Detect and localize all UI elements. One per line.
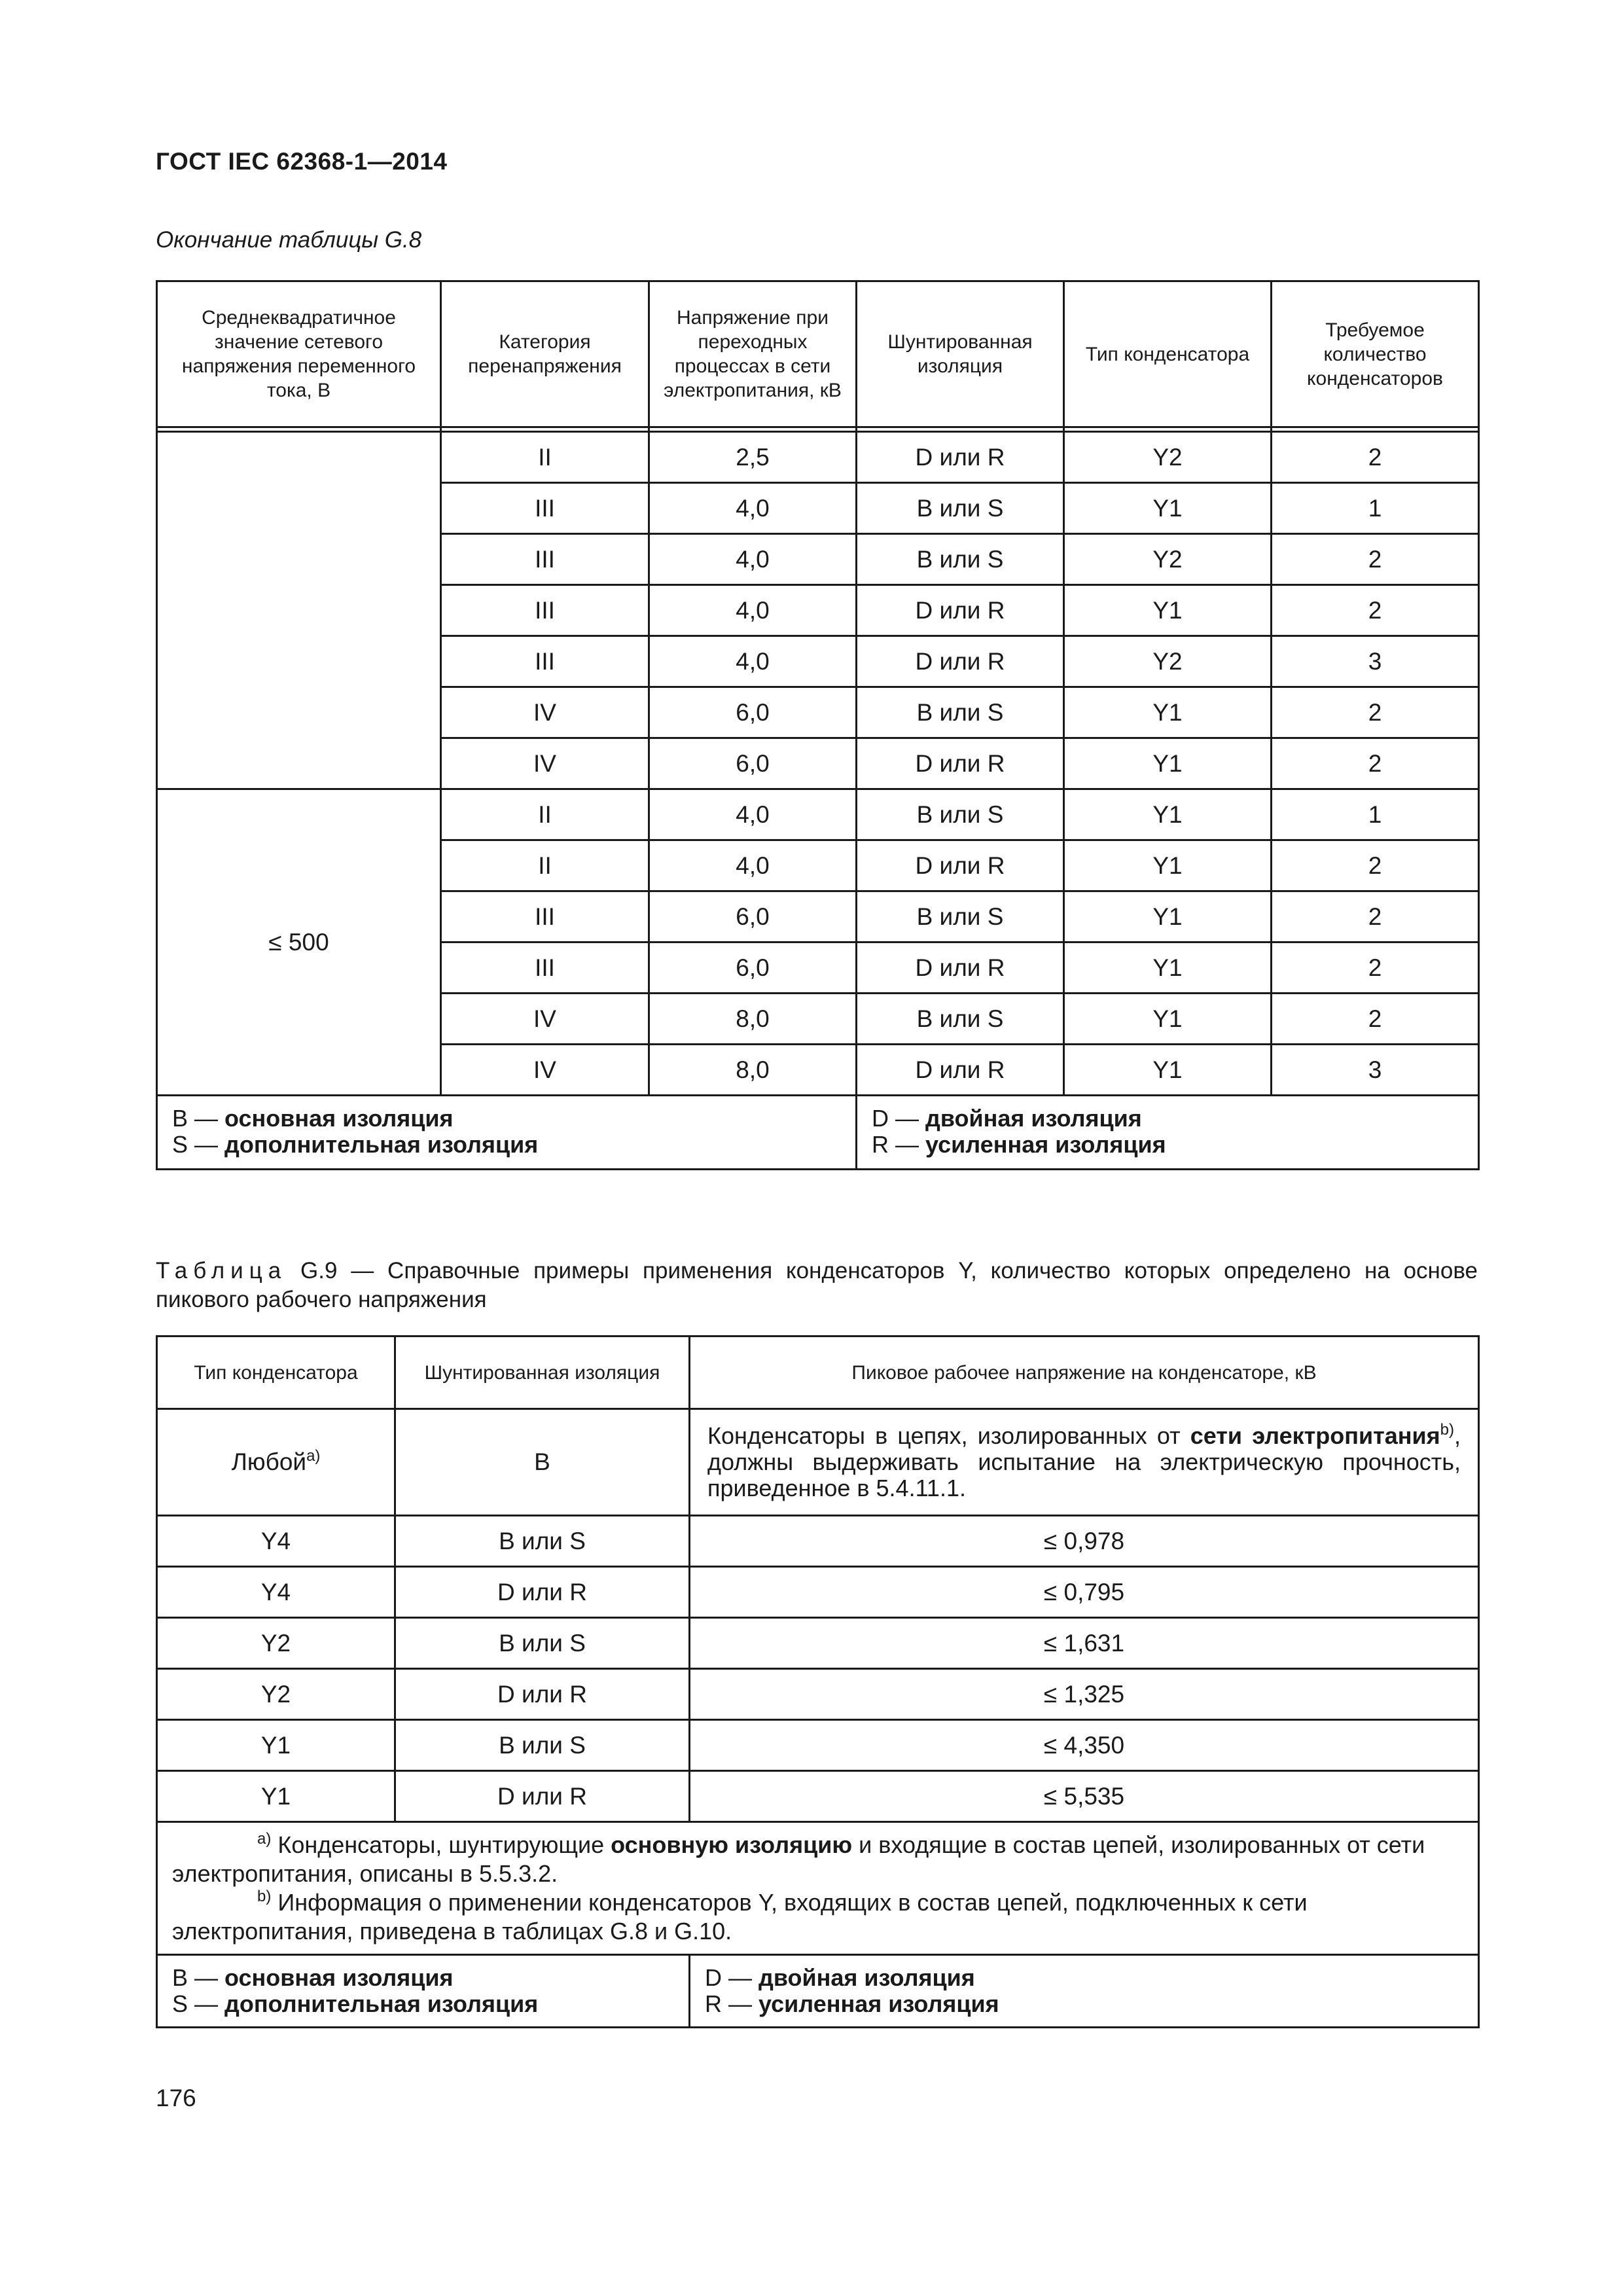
cell-bridged-insulation: B или S	[857, 789, 1064, 840]
cell-transient-voltage: 4,0	[649, 840, 857, 891]
cell-capacitor-type: Y1	[1064, 994, 1272, 1045]
header-bridged-insulation: Шунтированная изоляция	[857, 281, 1064, 427]
cell-capacitor-type: Y1	[157, 1720, 395, 1771]
cell-transient-voltage: 2,5	[649, 432, 857, 483]
cell-overvoltage-category: III	[441, 891, 649, 942]
cell-peak-voltage: ≤ 0,978	[690, 1516, 1479, 1567]
table-row	[157, 789, 1479, 840]
cell-overvoltage-category: II	[441, 840, 649, 891]
legend-left: B — основная изоляция S — дополнительная изоляция	[157, 1955, 690, 2028]
cell-bridged-insulation: B или S	[857, 994, 1064, 1045]
cell-transient-voltage: 4,0	[649, 789, 857, 840]
table-g9-header-row	[157, 1336, 1479, 1409]
cell-overvoltage-category: III	[441, 483, 649, 534]
cell-mains-voltage	[157, 432, 441, 789]
cell-transient-voltage: 4,0	[649, 585, 857, 636]
table-row	[157, 1618, 1479, 1669]
cell-capacitor-type: Y2	[157, 1669, 395, 1720]
header-peak-working-voltage: Пиковое рабочее напряжение на конденсаторе, кВ	[690, 1336, 1479, 1409]
table-g9	[156, 1335, 1480, 2028]
cell-bridged-insulation: B или S	[395, 1618, 690, 1669]
cell-capacitor-count: 3	[1272, 1045, 1479, 1096]
note-b: $^{b)}$ Информация о применении конденсаторов Y, входящих в состав цепей, подключенных к сети электропитания, приведена в таблицах G.8 и G.10.	[172, 1888, 1308, 1945]
legend-right: D — двойная изоляция R — усиленная изоляция	[857, 1096, 1479, 1170]
table-row	[157, 1669, 1479, 1720]
table-g8	[156, 280, 1480, 1170]
legend-right: D — двойная изоляция R — усиленная изоляция	[690, 1955, 1479, 2028]
cell-overvoltage-category: III	[441, 942, 649, 994]
table-row	[157, 1771, 1479, 1822]
cell-capacitor-count: 2	[1272, 738, 1479, 789]
cell-transient-voltage: 4,0	[649, 534, 857, 585]
cell-overvoltage-category: IV	[441, 994, 649, 1045]
cell-transient-voltage: 6,0	[649, 942, 857, 994]
document-standard-title: ГОСТ IEC 62368-1—2014	[156, 148, 448, 175]
cell-capacitor-type: Любой$^{a)}$	[157, 1409, 395, 1516]
cell-bridged-insulation: B или S	[395, 1720, 690, 1771]
table-g9-legend-row	[157, 1955, 1479, 2028]
header-transient-voltage: Напряжение при переходных процессах в сети электропитания, кВ	[649, 281, 857, 427]
table-notes	[157, 1822, 1479, 1955]
cell-bridged-insulation: D или R	[857, 432, 1064, 483]
table-g8-legend-row	[157, 1096, 1479, 1170]
header-capacitor-type: Тип конденсатора	[1064, 281, 1272, 427]
cell-bridged-insulation: B или S	[857, 534, 1064, 585]
cell-transient-voltage: 8,0	[649, 994, 857, 1045]
header-capacitor-type: Тип конденсатора	[157, 1336, 395, 1409]
cell-capacitor-type: Y2	[157, 1618, 395, 1669]
cell-overvoltage-category: IV	[441, 1045, 649, 1096]
table-row	[157, 432, 1479, 483]
page-number: 176	[156, 2085, 196, 2111]
cell-capacitor-type: Y2	[1064, 636, 1272, 687]
cell-capacitor-count: 2	[1272, 891, 1479, 942]
cell-overvoltage-category: III	[441, 636, 649, 687]
cell-peak-voltage: ≤ 1,325	[690, 1669, 1479, 1720]
cell-bridged-insulation: B или S	[395, 1516, 690, 1567]
cell-bridged-insulation: B или S	[857, 483, 1064, 534]
cell-overvoltage-category: III	[441, 585, 649, 636]
cell-peak-voltage-text: Конденсаторы в цепях, изолированных от сети электропитания$^{b)}$, должны выдерживать испытание на электрическую прочность, приведенное в 5.4.11.1.	[690, 1409, 1479, 1516]
legend-left: B — основная изоляция S — дополнительная изоляция	[157, 1096, 857, 1170]
cell-capacitor-count: 2	[1272, 840, 1479, 891]
header-capacitor-count: Требуемое количество конденсаторов	[1272, 281, 1479, 427]
cell-peak-voltage: ≤ 1,631	[690, 1618, 1479, 1669]
cell-transient-voltage: 4,0	[649, 636, 857, 687]
cell-capacitor-count: 1	[1272, 483, 1479, 534]
cell-mains-voltage: ≤ 500	[157, 789, 441, 1096]
cell-overvoltage-category: IV	[441, 687, 649, 738]
cell-capacitor-type: Y2	[1064, 534, 1272, 585]
cell-capacitor-type: Y4	[157, 1567, 395, 1618]
cell-bridged-insulation: D или R	[857, 1045, 1064, 1096]
header-separator	[157, 427, 1479, 432]
cell-capacitor-count: 2	[1272, 585, 1479, 636]
table-g8-caption: Окончание таблицы G.8	[156, 227, 422, 253]
cell-capacitor-type: Y4	[157, 1516, 395, 1567]
table-g9-notes-row	[157, 1822, 1479, 1955]
cell-capacitor-type: Y2	[1064, 432, 1272, 483]
cell-transient-voltage: 6,0	[649, 687, 857, 738]
cell-capacitor-type: Y1	[1064, 1045, 1272, 1096]
cell-transient-voltage: 8,0	[649, 1045, 857, 1096]
cell-transient-voltage: 4,0	[649, 483, 857, 534]
cell-transient-voltage: 6,0	[649, 891, 857, 942]
cell-capacitor-count: 2	[1272, 432, 1479, 483]
cell-capacitor-count: 2	[1272, 942, 1479, 994]
cell-peak-voltage: ≤ 0,795	[690, 1567, 1479, 1618]
table-g9-caption: Таблица G.9 — Справочные примеры применения конденсаторов Y, количество которых определено на основе пикового рабочего напряжения	[156, 1258, 1478, 1312]
cell-bridged-insulation: D или R	[395, 1771, 690, 1822]
table-row	[157, 1720, 1479, 1771]
table-g8-body	[157, 432, 1479, 1096]
cell-capacitor-count: 3	[1272, 636, 1479, 687]
cell-capacitor-type: Y1	[1064, 738, 1272, 789]
cell-bridged-insulation: D или R	[857, 942, 1064, 994]
header-overvoltage-category: Категория перенапряжения	[441, 281, 649, 427]
cell-bridged-insulation: D или R	[857, 738, 1064, 789]
cell-capacitor-type: Y1	[157, 1771, 395, 1822]
cell-peak-voltage: ≤ 5,535	[690, 1771, 1479, 1822]
cell-overvoltage-category: II	[441, 789, 649, 840]
cell-bridged-insulation: D или R	[857, 840, 1064, 891]
cell-bridged-insulation: B	[395, 1409, 690, 1516]
cell-capacitor-type: Y1	[1064, 942, 1272, 994]
cell-bridged-insulation: D или R	[395, 1567, 690, 1618]
cell-capacitor-type: Y1	[1064, 483, 1272, 534]
cell-bridged-insulation: D или R	[857, 636, 1064, 687]
cell-capacitor-count: 2	[1272, 534, 1479, 585]
cell-capacitor-count: 2	[1272, 687, 1479, 738]
cell-bridged-insulation: B или S	[857, 687, 1064, 738]
cell-capacitor-type: Y1	[1064, 789, 1272, 840]
header-mains-voltage: Среднеквадратичное значение сетевого напряжения переменного тока, В	[157, 281, 441, 427]
table-g8-header-row	[157, 281, 1479, 427]
cell-overvoltage-category: II	[441, 432, 649, 483]
table-row	[157, 1516, 1479, 1567]
cell-peak-voltage: ≤ 4,350	[690, 1720, 1479, 1771]
cell-capacitor-type: Y1	[1064, 840, 1272, 891]
note-a: $^{a)}$ Конденсаторы, шунтирующие основную изоляцию и входящие в состав цепей, изолированных от сети электропитания, описаны в 5.5.3.2.	[172, 1830, 1425, 1887]
cell-capacitor-type: Y1	[1064, 891, 1272, 942]
table-g9-body	[157, 1516, 1479, 1822]
cell-bridged-insulation: D или R	[395, 1669, 690, 1720]
cell-overvoltage-category: IV	[441, 738, 649, 789]
table-row	[157, 1409, 1479, 1516]
cell-transient-voltage: 6,0	[649, 738, 857, 789]
cell-capacitor-count: 1	[1272, 789, 1479, 840]
cell-capacitor-type: Y1	[1064, 585, 1272, 636]
table-row	[157, 1567, 1479, 1618]
header-bridged-insulation: Шунтированная изоляция	[395, 1336, 690, 1409]
cell-overvoltage-category: III	[441, 534, 649, 585]
cell-bridged-insulation: D или R	[857, 585, 1064, 636]
cell-bridged-insulation: B или S	[857, 891, 1064, 942]
cell-capacitor-count: 2	[1272, 994, 1479, 1045]
cell-capacitor-type: Y1	[1064, 687, 1272, 738]
